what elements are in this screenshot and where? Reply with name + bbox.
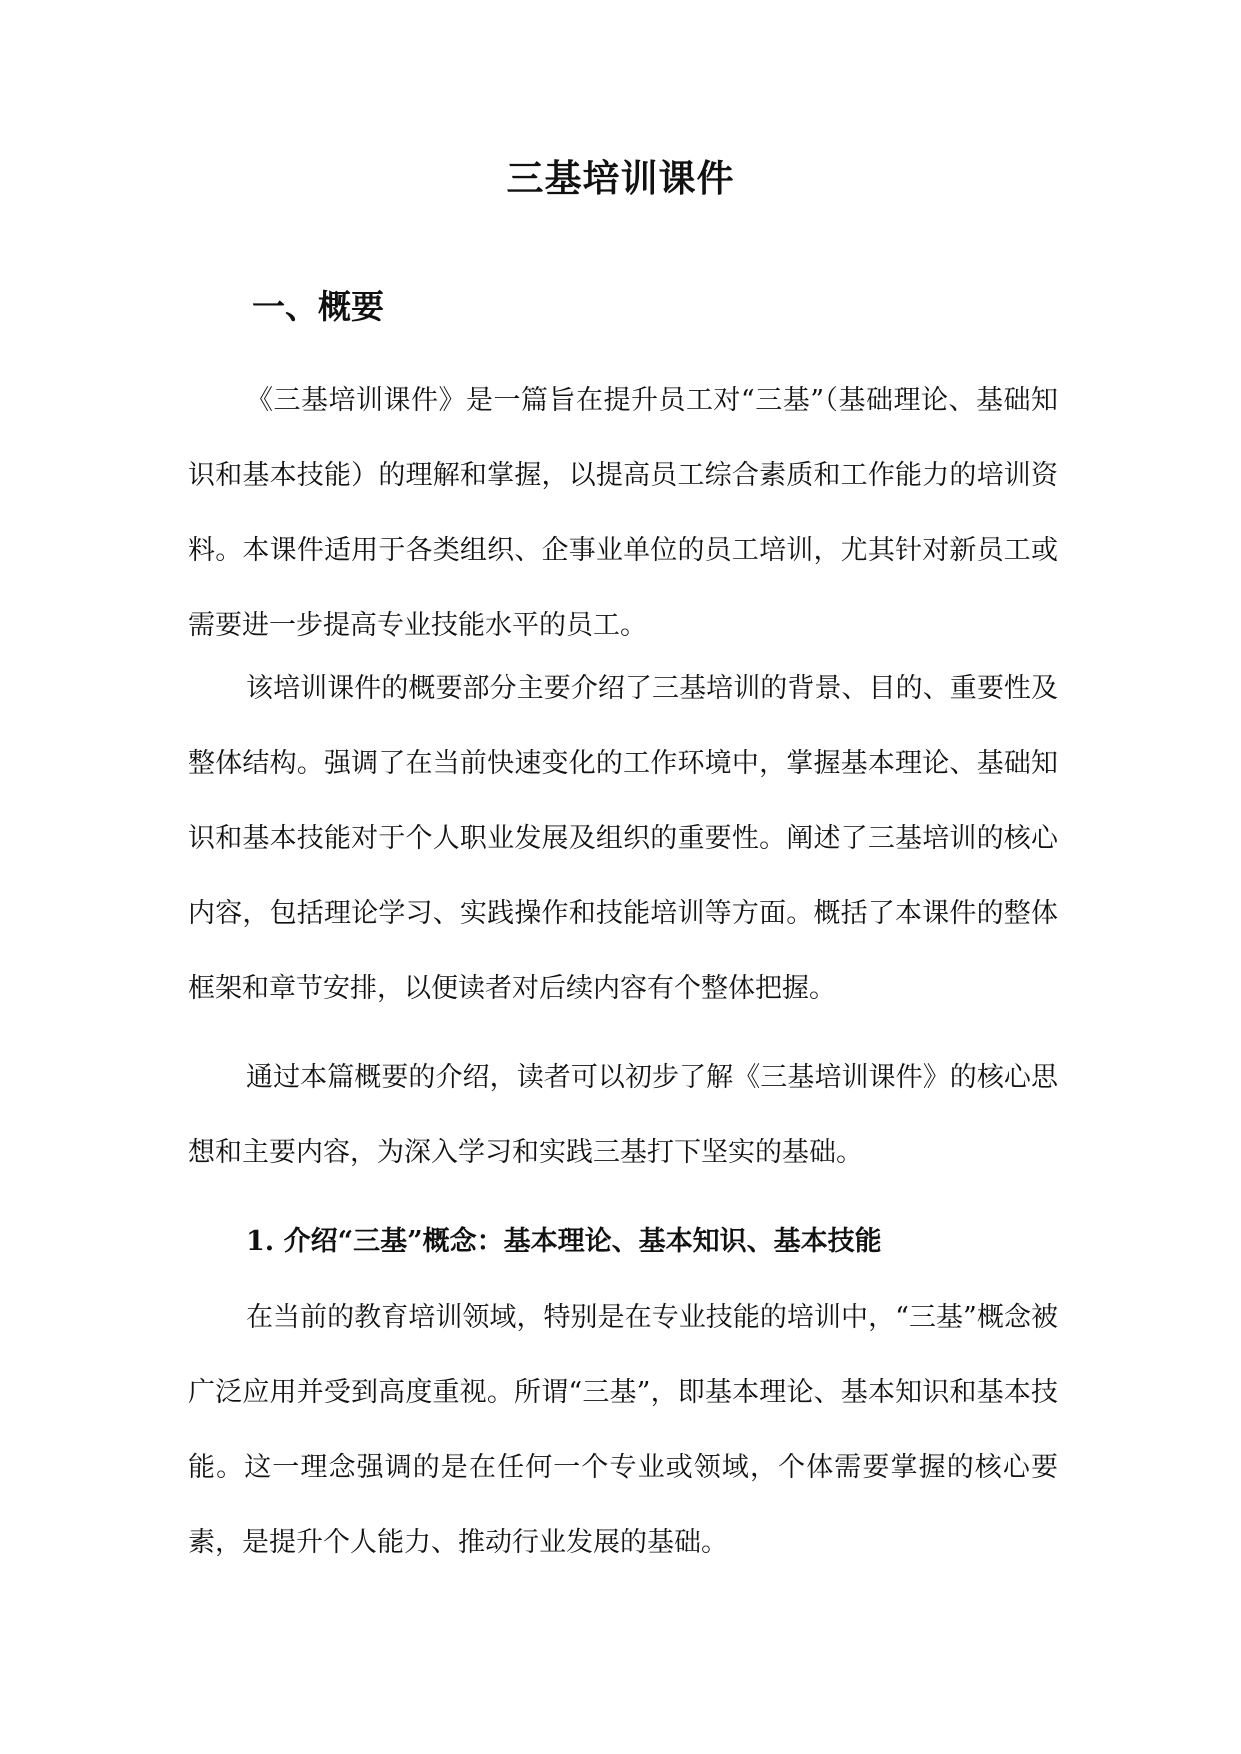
overview-paragraph-2: 该培训课件的概要部分主要介绍了三基培训的背景、目的、重要性及整体结构。强调了在当前快速变化的工作环境中，掌握基本理论、基础知识和基本技能对于个人职业发展及组织的重要性。阐述了三基培训的核心内容，包括理论学习、实践操作和技能培训等方面。概括了本课件的整体框架和章节安排，以便读者对后续内容有个整体把握。 (188, 673, 1058, 1004)
overview-paragraph-3: 通过本篇概要的介绍，读者可以初步了解《三基培训课件》的核心思想和主要内容，为深入学习和实践三基打下坚实的基础。 (188, 1062, 1058, 1168)
subsection-heading-concept: 1. 介绍“三基”概念：基本理论、基本知识、基本技能 (246, 1226, 882, 1257)
section-heading-overview: 一、概要 (252, 287, 384, 326)
concept-paragraph-1: 在当前的教育培训领域，特别是在专业技能的培训中，“三基”概念被广泛应用并受到高度重视。所谓“三基”，即基本理论、基本知识和基本技能。这一理念强调的是在任何一个专业或领域，个体需要掌握的核心要素，是提升个人能力、推动行业发展的基础。 (188, 1302, 1058, 1558)
overview-paragraph-1: 《三基培训课件》是一篇旨在提升员工对“三基”（基础理论、基础知识和基本技能）的理解和掌握，以提高员工综合素质和工作能力的培训资料。本课件适用于各类组织、企事业单位的员工培训，尤其针对新员工或需要进一步提高专业技能水平的员工。 (188, 385, 1058, 641)
document-title: 三基培训课件 (506, 156, 735, 200)
